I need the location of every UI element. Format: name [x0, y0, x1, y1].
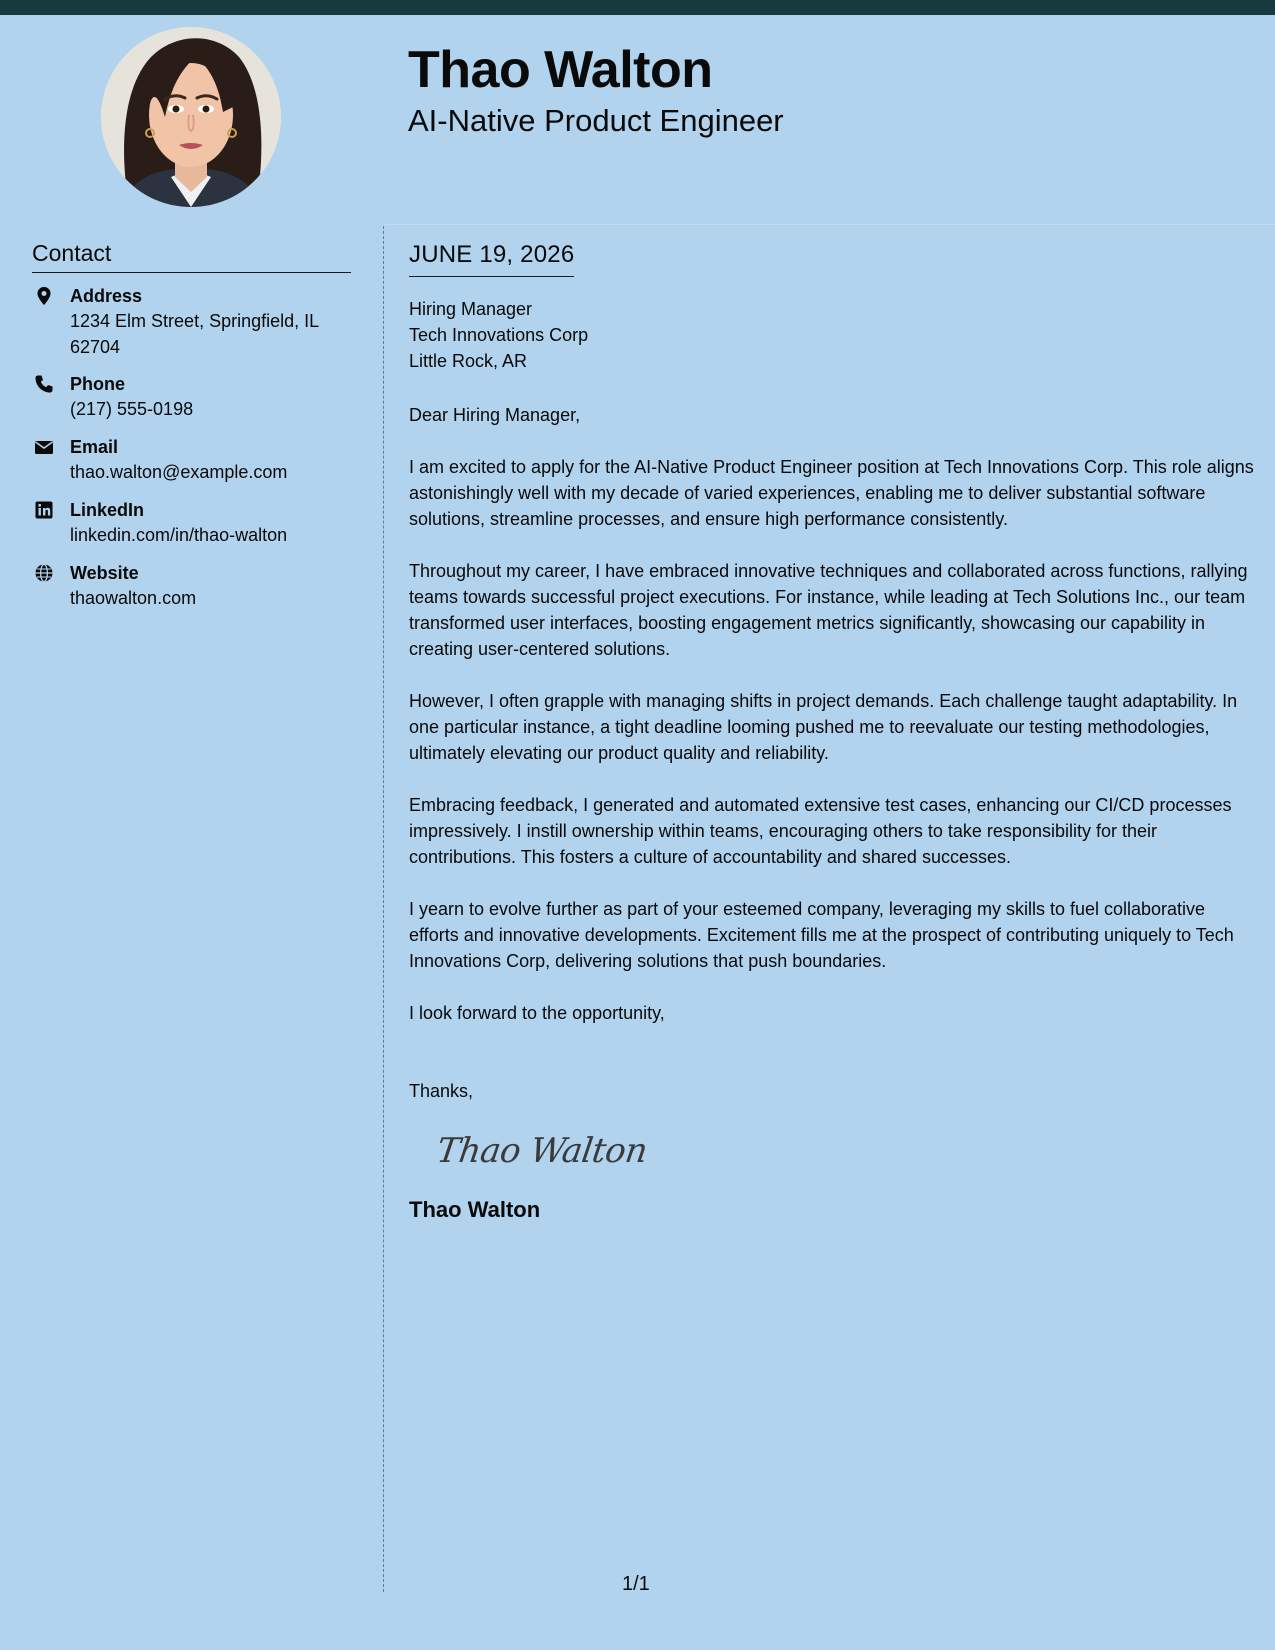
- contact-heading: Contact: [32, 240, 351, 273]
- letter-paragraph: Embracing feedback, I generated and automated extensive test cases, enhancing our CI/CD processes impressively. I instill ownership within teams, encouraging others to take responsibility for their contributions. This fosters a culture of accountability and shared successes.: [409, 795, 1232, 867]
- closing-line: I look forward to the opportunity,: [409, 1003, 665, 1023]
- applicant-title: AI-Native Product Engineer: [408, 103, 784, 138]
- letter-paragraph: However, I often grapple with managing shifts in project demands. Each challenge taught adaptability. In one particular instance, a tight deadline looming pushed me to reevaluate our testing methodologies, ultimately elevating our product quality and reliability.: [409, 691, 1238, 763]
- applicant-name: Thao Walton: [408, 41, 713, 99]
- letter-paragraph: Throughout my career, I have embraced innovative techniques and collaborated across functions, rallying teams towards successful project executions. For instance, while leading at Tech Solutions Inc., our team transformed user interfaces, boosting engagement metrics significantly, showcasing our capability in creating user-centered solutions.: [409, 561, 1248, 659]
- header-divider: [385, 224, 1275, 225]
- globe-icon: [34, 563, 54, 583]
- map-pin-icon: [34, 286, 54, 306]
- recipient-line: Hiring Manager: [409, 299, 533, 319]
- website-value[interactable]: thaowalton.com: [70, 588, 197, 608]
- letter-paragraph: I yearn to evolve further as part of your esteemed company, leveraging my skills to fuel collaborative efforts and innovative developments. Excitement fills me at the prospect of contributing uniquely to Tech Innovations Corp, delivering solutions that push boundaries.: [409, 899, 1234, 971]
- contact-label: Phone: [70, 374, 126, 394]
- letter-date: JUNE 19, 2026: [409, 240, 574, 277]
- contact-label: Address: [70, 286, 143, 306]
- address-value: 1234 Elm Street, Springfield, IL 62704: [70, 311, 319, 357]
- phone-icon: [34, 374, 54, 394]
- contact-label: LinkedIn: [70, 500, 145, 520]
- linkedin-icon: [34, 500, 54, 520]
- contact-label: Website: [70, 563, 139, 583]
- signer-name: Thao Walton: [409, 1197, 541, 1222]
- letter-body: [409, 240, 1254, 1224]
- signoff: Thanks,: [409, 1081, 474, 1101]
- recipient-line: Tech Innovations Corp: [409, 325, 589, 345]
- recipient-block: [409, 296, 1254, 374]
- column-divider: [383, 226, 384, 1592]
- letter-paragraph: I am excited to apply for the AI-Native Product Engineer position at Tech Innovations Corp. This role aligns astonishingly well with my decade of varied experiences, enabling me to deliver substantial software solutions, streamline processes, and ensure high performance consistently.: [409, 457, 1254, 529]
- envelope-icon: [34, 437, 54, 457]
- recipient-line: Little Rock, AR: [409, 351, 528, 371]
- linkedin-value[interactable]: linkedin.com/in/thao-walton: [70, 525, 288, 545]
- phone-value[interactable]: (217) 555-0198: [70, 399, 194, 419]
- salutation: Dear Hiring Manager,: [409, 405, 581, 425]
- page-number: 1/1: [622, 1573, 650, 1595]
- avatar: [101, 27, 281, 207]
- contact-label: Email: [70, 437, 119, 457]
- top-bar: [0, 0, 1275, 15]
- email-value[interactable]: thao.walton@example.com: [70, 462, 288, 482]
- handwritten-signature: Thao Walton: [434, 1131, 650, 1171]
